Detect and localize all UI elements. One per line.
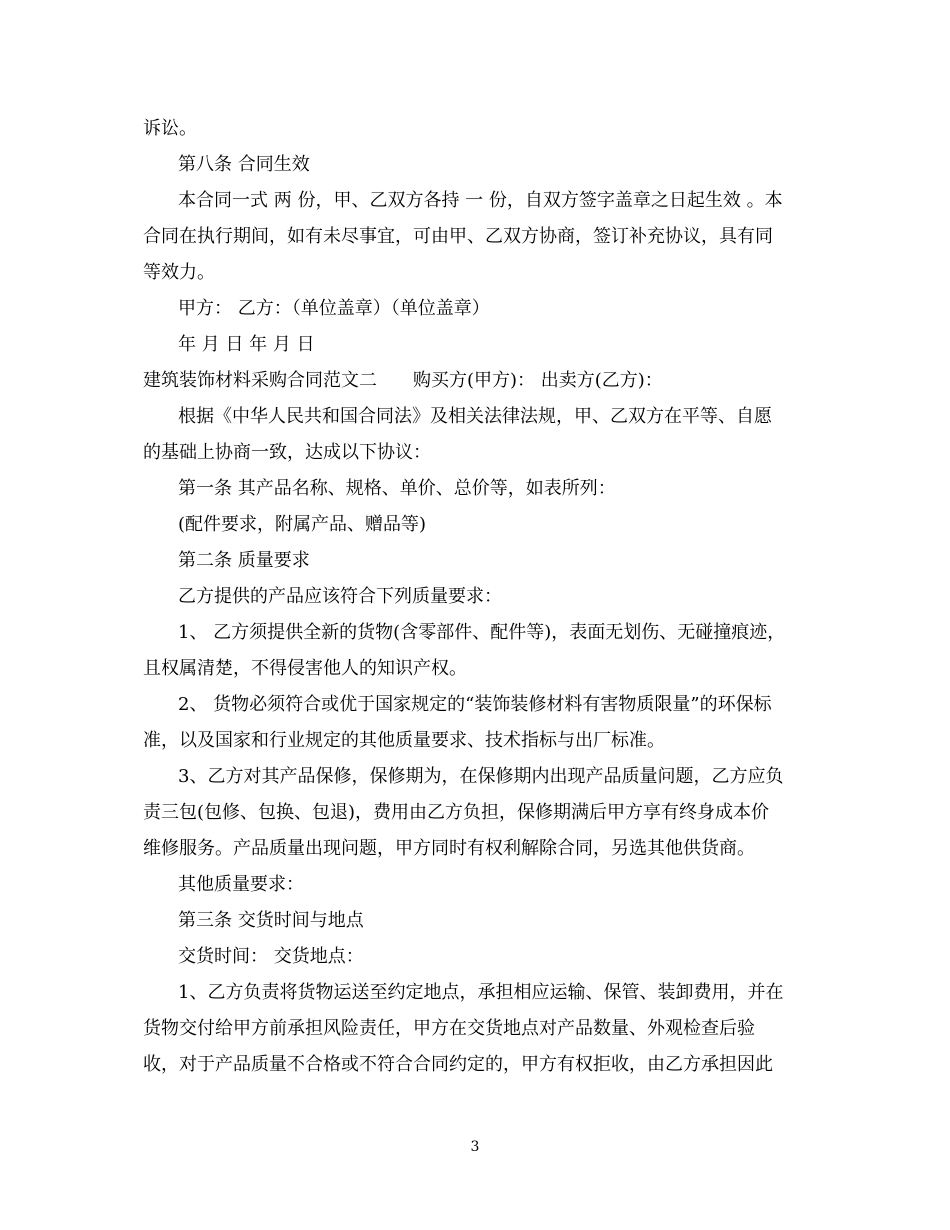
text-line: 其他质量要求： [178,874,304,895]
text-line: 准，以及国家和行业规定的其他质量要求、技术指标与出厂标准。 [143,730,665,751]
text-line: 收，对于产品质量不合格或不符合合同约定的，甲方有权拒收，由乙方承担因此 [143,1054,773,1075]
list-item: 2、 货物必须符合或优于国家规定的“装饰装修材料有害物质限量”的环保标 [178,694,772,715]
text-line: 责三包(包修、包换、包退)，费用由乙方负担，保修期满后甲方享有终身成本价 [143,802,770,823]
text-line: 本合同一式 两 份，甲、乙双方各持 一 份，自双方签字盖章之日起生效 。本 [178,190,783,211]
text-line: 且权属清楚，不得侵害他人的知识产权。 [143,658,467,679]
signature-line: 甲方： 乙方：（单位盖章）（单位盖章） [178,298,490,319]
contract-title-line: 建筑装饰材料采购合同范文二 购买方(甲方)： 出卖方(乙方)： [143,370,663,391]
section-heading: 第三条 交货时间与地点 [178,910,364,931]
list-item: 1、乙方负责将货物运送至约定地点，承担相应运输、保管、装卸费用，并在 [178,982,784,1003]
text-line: 乙方提供的产品应该符合下列质量要求： [178,586,502,607]
section-heading: 第二条 质量要求 [178,550,310,571]
section-heading: 第一条 其产品名称、规格、单价、总价等，如表所列： [178,478,616,499]
list-item: 3、乙方对其产品保修，保修期为，在保修期内出现产品质量问题，乙方应负 [178,766,784,787]
date-line: 年 月 日 年 月 日 [178,334,315,355]
text-line: 根据《中华人民共和国合同法》及相关法律法规，甲、乙双方在平等、自愿 [178,406,772,427]
text-line: 维修服务。产品质量出现问题，甲方同时有权利解除合同，另选其他供货商。 [143,838,755,859]
text-line: 货物交付给甲方前承担风险责任，甲方在交货地点对产品数量、外观检查后验 [143,1018,755,1039]
text-line: (配件要求，附属产品、赠品等) [178,514,427,535]
list-item: 1、 乙方须提供全新的货物(含零部件、配件等)，表面无划伤、无碰撞痕迹， [178,622,786,643]
text-line: 的基础上协商一致，达成以下协议： [143,442,431,463]
text-line: 交货时间： 交货地点： [178,946,364,967]
text-line: 诉讼。 [143,118,197,139]
page-number: 3 [470,1139,480,1155]
text-line: 合同在执行期间，如有未尽事宜，可由甲、乙双方协商，签订补充协议，具有同 [143,226,773,247]
text-line: 等效力。 [143,262,215,283]
section-heading: 第八条 合同生效 [178,154,310,175]
